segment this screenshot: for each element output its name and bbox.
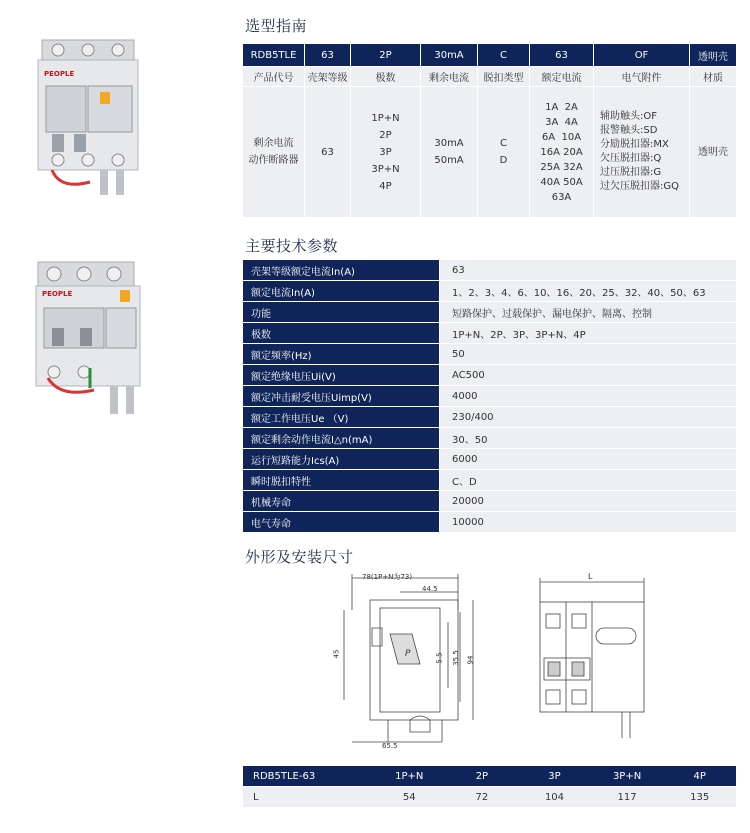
dims-value: 135 bbox=[690, 791, 710, 803]
sel-product-line: 剩余电流 bbox=[253, 138, 294, 149]
sel-current-item: 16A 20A bbox=[540, 146, 583, 158]
sel-residual-item: 30mA bbox=[434, 138, 464, 149]
tech-param-key: 额定冲击耐受电压Uimp(V) bbox=[243, 386, 439, 406]
tech-param-row bbox=[243, 491, 736, 511]
sel-material-cell bbox=[690, 87, 736, 217]
dims-value: 54 bbox=[402, 791, 416, 803]
tech-param-key: 额定绝缘电压Ui(V) bbox=[243, 365, 439, 385]
dims-value-row bbox=[243, 787, 736, 807]
sel-residual-item: 50mA bbox=[434, 155, 464, 166]
tech-param-row bbox=[243, 512, 736, 532]
sel-frame-cell bbox=[305, 87, 351, 217]
sel-residual-cell bbox=[421, 87, 478, 217]
dims-col-header: 3P bbox=[548, 770, 561, 782]
tech-param-value: 4000 bbox=[440, 386, 736, 406]
sel-header-cell: 额定电流 bbox=[530, 66, 594, 86]
sel-poles-cell bbox=[351, 87, 421, 217]
tech-param-value: 230/400 bbox=[440, 407, 736, 427]
sel-accessory-item: 欠压脱扣器:Q bbox=[600, 153, 662, 164]
selection-header-row bbox=[243, 66, 736, 86]
dims-model: RDB5TLE-63 bbox=[253, 770, 316, 782]
tech-param-key: 功能 bbox=[243, 302, 439, 322]
sel-accessory-item: 报警触头:SD bbox=[600, 125, 658, 136]
sel-current-item: 40A 50A bbox=[540, 176, 583, 188]
section-title-dimensions: 外形及安装尺寸 bbox=[245, 548, 354, 566]
dim-height-a: 5.5 bbox=[435, 652, 444, 664]
tech-param-row bbox=[243, 365, 736, 385]
dim-total-width: 78(1P+N为73) bbox=[362, 573, 413, 581]
sel-current-cell bbox=[530, 87, 594, 217]
dim-height-b: 35.5 bbox=[451, 650, 460, 666]
dim-left-height: 45 bbox=[332, 649, 341, 659]
tech-param-value: AC500 bbox=[440, 365, 736, 385]
svg-text:P: P bbox=[405, 649, 411, 659]
sel-pole-item: 4P bbox=[379, 180, 392, 192]
tech-param-key: 极数 bbox=[243, 323, 439, 343]
brand-label: PEOPLE bbox=[42, 290, 73, 298]
tech-param-key: 电气寿命 bbox=[243, 512, 439, 532]
tech-param-value: 20000 bbox=[440, 491, 736, 511]
dims-value: 72 bbox=[475, 791, 489, 803]
sel-header-cell: 脱扣类型 bbox=[478, 66, 530, 86]
sel-header-cell: 极数 bbox=[351, 66, 421, 86]
sel-trip-item: D bbox=[499, 155, 508, 166]
dims-col-header: 3P+N bbox=[612, 770, 642, 782]
sel-accessory-item: 过压脱扣器:G bbox=[600, 167, 662, 178]
tech-param-key: 额定电流In(A) bbox=[243, 281, 439, 301]
tech-param-key: 额定剩余动作电流I△n(mA) bbox=[243, 428, 439, 448]
sel-product-cell bbox=[243, 87, 305, 217]
tech-param-row bbox=[243, 260, 736, 280]
dims-col-header: 1P+N bbox=[395, 770, 424, 782]
tech-param-row bbox=[243, 323, 736, 343]
sel-trip-cell bbox=[478, 87, 530, 217]
tech-param-key: 运行短路能力Ics(A) bbox=[243, 449, 439, 469]
sel-model-cell: 2P bbox=[351, 44, 421, 66]
dims-row-label: L bbox=[253, 791, 259, 803]
tech-param-key: 壳架等级额定电流In(A) bbox=[243, 260, 439, 280]
sel-pole-item: 1P+N bbox=[371, 112, 400, 124]
dims-header-row bbox=[243, 766, 736, 786]
sel-header-cell: 产品代号 bbox=[243, 66, 305, 86]
product-photo-2pole bbox=[30, 30, 150, 200]
tech-params-table bbox=[243, 260, 736, 533]
sel-model-cell: 63 bbox=[530, 44, 594, 66]
sel-header-cell: 电气附件 bbox=[594, 66, 690, 86]
tech-param-value: 50 bbox=[440, 344, 736, 364]
sel-accessory-item: 过欠压脱扣器:GQ bbox=[600, 181, 679, 192]
sel-material-value: 透明壳 bbox=[698, 146, 728, 158]
tech-param-row bbox=[243, 428, 736, 448]
tech-param-row bbox=[243, 386, 736, 406]
tech-param-value: 6000 bbox=[440, 449, 736, 469]
tech-param-key: 瞬时脱扣特性 bbox=[243, 470, 439, 490]
tech-param-value: 10000 bbox=[440, 512, 736, 532]
sel-frame-value: 63 bbox=[321, 146, 334, 158]
tech-param-value: 1P+N、2P、3P、3P+N、4P bbox=[440, 323, 736, 343]
front-view-drawing bbox=[330, 570, 490, 755]
dims-col-header: 2P bbox=[475, 770, 489, 782]
sel-model-cell: 63 bbox=[305, 44, 351, 66]
dim-height-c: 94 bbox=[466, 655, 475, 665]
sel-current-item: 3A 4A bbox=[545, 116, 578, 128]
side-view-drawing bbox=[530, 572, 650, 750]
dim-side-length: L bbox=[588, 572, 593, 581]
dim-bottom-width: 65.5 bbox=[382, 742, 398, 750]
dim-top-width: 44.5 bbox=[422, 585, 438, 593]
sel-current-item: 6A 10A bbox=[541, 131, 582, 143]
sel-current-item: 1A 2A bbox=[545, 101, 578, 113]
tech-param-value: C、D bbox=[440, 470, 736, 490]
selection-model-row bbox=[243, 44, 736, 66]
tech-param-key: 额定工作电压Ue （V) bbox=[243, 407, 439, 427]
sel-trip-item: C bbox=[500, 138, 507, 149]
section-title-tech: 主要技术参数 bbox=[245, 237, 339, 255]
sel-header-cell: 剩余电流 bbox=[421, 66, 478, 86]
sel-pole-item: 3P bbox=[379, 146, 392, 158]
sel-header-cell: 材质 bbox=[690, 66, 736, 86]
dims-col-header: 4P bbox=[693, 770, 706, 782]
sel-model-cell: C bbox=[478, 44, 530, 66]
sel-pole-item: 3P+N bbox=[371, 163, 400, 175]
sel-product-line: 动作断路器 bbox=[248, 155, 299, 166]
sel-accessories-cell bbox=[594, 87, 690, 217]
tech-param-row bbox=[243, 281, 736, 301]
tech-param-key: 额定频率(Hz) bbox=[243, 344, 439, 364]
sel-accessory-item: 分励脱扣器:MX bbox=[600, 139, 669, 150]
tech-param-value: 30、50 bbox=[440, 428, 736, 448]
product-photo-3pole bbox=[30, 258, 150, 428]
brand-label: PEOPLE bbox=[44, 70, 75, 78]
sel-model-cell: 透明壳 bbox=[690, 44, 736, 66]
tech-param-value: 63 bbox=[440, 260, 736, 280]
tech-param-row bbox=[243, 470, 736, 490]
sel-pole-item: 2P bbox=[379, 129, 392, 141]
sel-header-cell: 壳架等级 bbox=[305, 66, 351, 86]
tech-param-key: 机械寿命 bbox=[243, 491, 439, 511]
tech-param-row bbox=[243, 302, 736, 322]
section-title-selection: 选型指南 bbox=[245, 17, 308, 35]
dims-value: 117 bbox=[617, 791, 637, 803]
sel-current-item: 25A 32A bbox=[540, 161, 583, 173]
selection-body-row bbox=[243, 87, 736, 217]
tech-param-value: 1、2、3、4、6、10、16、20、25、32、40、50、63 bbox=[440, 281, 736, 301]
sel-model-cell: 30mA bbox=[421, 44, 478, 66]
sel-current-item: 63A bbox=[551, 191, 572, 203]
tech-param-row bbox=[243, 344, 736, 364]
tech-param-value: 短路保护、过载保护、漏电保护、隔离、控制 bbox=[440, 302, 736, 322]
sel-model-cell: OF bbox=[594, 44, 690, 66]
tech-param-row bbox=[243, 449, 736, 469]
sel-accessory-item: 辅助触头:OF bbox=[600, 111, 657, 122]
dims-value: 104 bbox=[544, 791, 565, 803]
sel-model-cell: RDB5TLE bbox=[243, 44, 305, 66]
tech-param-row bbox=[243, 407, 736, 427]
